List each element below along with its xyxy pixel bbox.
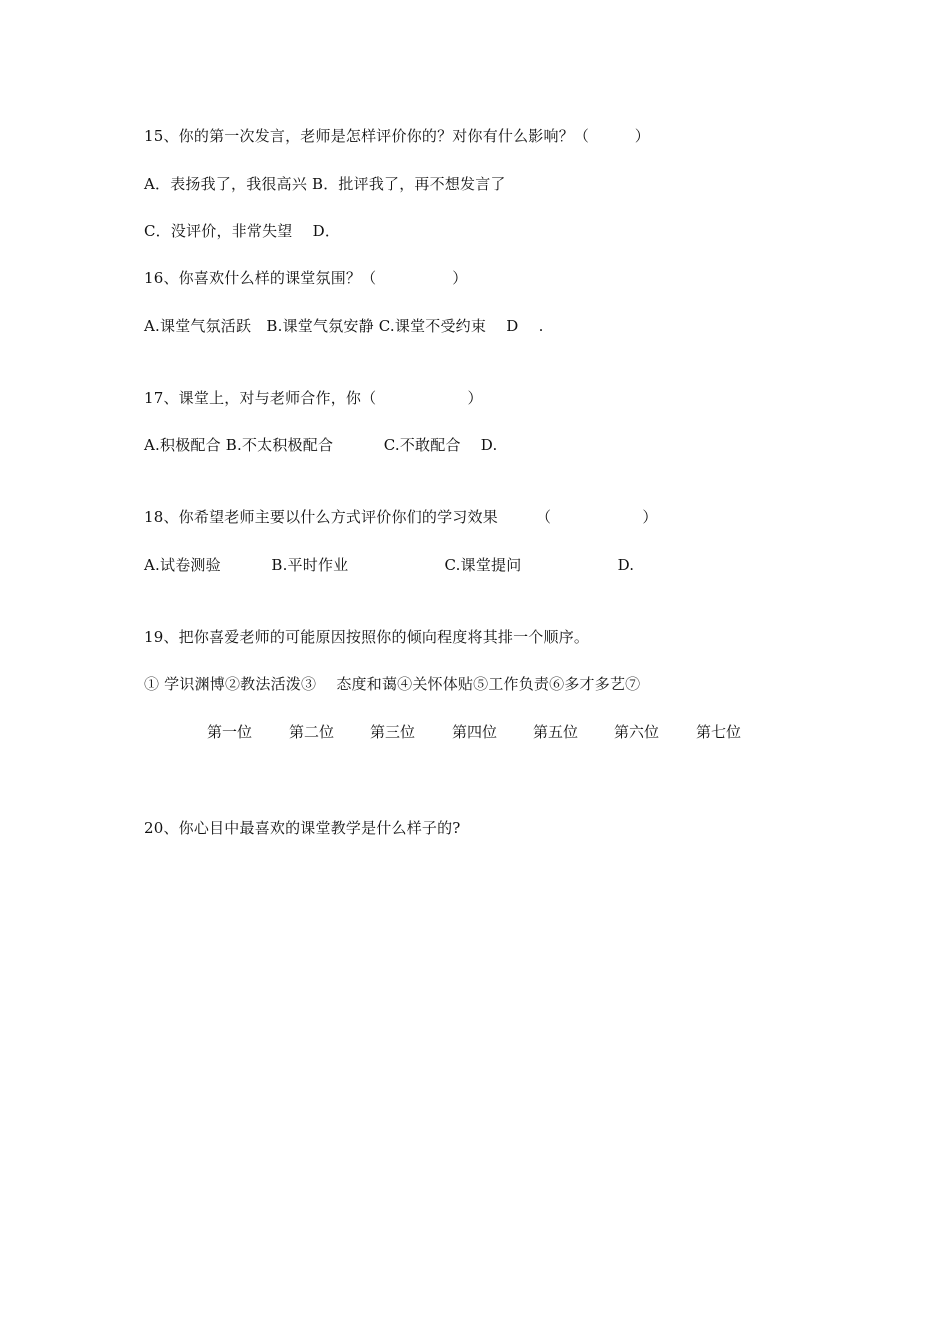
q19-stem: 19、把你喜爱老师的可能原因按照你的倾向程度将其排一个顺序。: [144, 628, 590, 646]
q18-stem: 18、你希望老师主要以什么方式评价你们的学习效果 （ ）: [144, 508, 658, 526]
rank-label: 第一位: [207, 723, 253, 741]
q16-options: A.课堂气氛活跃 B.课堂气氛安静 C.课堂不受约束 D .: [144, 317, 544, 335]
q17-options: A.积极配合 B.不太积极配合 C.不敢配合 D.: [144, 436, 498, 454]
rank-label: 第二位: [289, 723, 335, 741]
q15-stem: 15、你的第一次发言，老师是怎样评价你的？对你有什么影响？（ ）: [144, 127, 650, 145]
rank-label: 第四位: [452, 723, 498, 741]
q20-stem: 20、你心目中最喜欢的课堂教学是什么样子的?: [144, 819, 461, 837]
rank-label: 第七位: [696, 723, 742, 741]
q18-options: A.试卷测验 B.平时作业 C.课堂提问 D.: [144, 556, 635, 574]
q15-options-line1: A．表扬我了，我很高兴 B．批评我了，再不想发言了: [144, 175, 506, 193]
rank-label: 第三位: [370, 723, 416, 741]
q16-stem: 16、你喜欢什么样的课堂氛围？（ ）: [144, 269, 468, 287]
q17-stem: 17、课堂上，对与老师合作，你（ ）: [144, 389, 483, 407]
q15-options-line2: C．没评价，非常失望 D．: [144, 222, 341, 240]
rank-label: 第五位: [533, 723, 579, 741]
q19-reasons: ① 学识渊博②教法活泼③ 态度和蔼④关怀体贴⑤工作负责⑥多才多艺⑦: [144, 675, 641, 693]
rank-label: 第六位: [614, 723, 660, 741]
q19-rank-row: [0, 722, 950, 742]
